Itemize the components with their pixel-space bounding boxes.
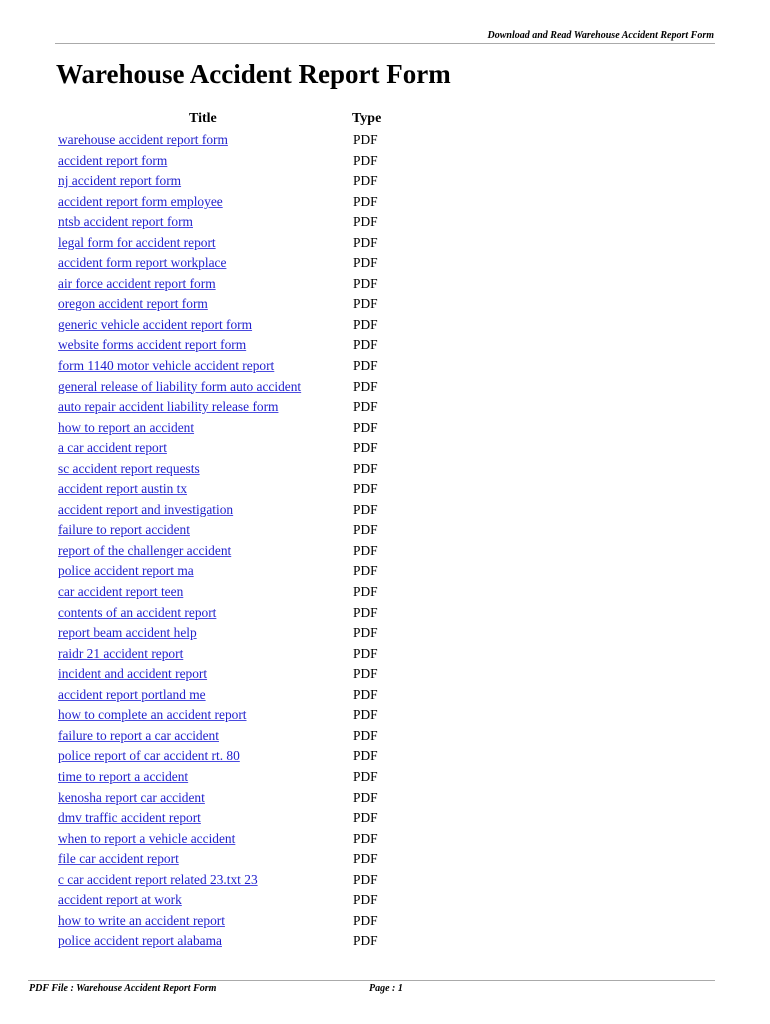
file-type: PDF bbox=[353, 460, 378, 476]
table-row bbox=[0, 500, 770, 521]
table-row bbox=[0, 870, 770, 891]
document-link[interactable]: accident report portland me bbox=[58, 686, 206, 702]
file-type: PDF bbox=[353, 255, 378, 271]
table-row bbox=[0, 788, 770, 809]
document-link[interactable]: report of the challenger accident bbox=[58, 542, 232, 558]
table-row bbox=[0, 233, 770, 254]
table-row bbox=[0, 911, 770, 932]
file-type: PDF bbox=[353, 275, 378, 291]
document-link[interactable]: how to complete an accident report bbox=[58, 707, 247, 723]
file-type: PDF bbox=[353, 851, 378, 867]
table-row bbox=[0, 726, 770, 747]
table-row bbox=[0, 418, 770, 439]
table-row bbox=[0, 746, 770, 767]
table-row bbox=[0, 192, 770, 213]
file-type: PDF bbox=[353, 686, 378, 702]
document-link[interactable]: time to report a accident bbox=[58, 768, 189, 784]
file-type: PDF bbox=[353, 666, 378, 682]
table-row bbox=[0, 397, 770, 418]
file-type: PDF bbox=[353, 440, 378, 456]
document-link[interactable]: file car accident report bbox=[58, 851, 179, 867]
file-type: PDF bbox=[353, 234, 378, 250]
document-link[interactable]: legal form for accident report bbox=[58, 234, 216, 250]
document-link[interactable]: dmv traffic accident report bbox=[58, 810, 201, 826]
document-link[interactable]: accident report at work bbox=[58, 892, 182, 908]
footer-file-label: PDF File : Warehouse Accident Report Form bbox=[29, 983, 217, 994]
file-type: PDF bbox=[353, 399, 378, 415]
file-type: PDF bbox=[353, 481, 378, 497]
table-row bbox=[0, 377, 770, 398]
file-type: PDF bbox=[353, 132, 378, 147]
file-type: PDF bbox=[353, 337, 378, 353]
file-type: PDF bbox=[353, 789, 378, 805]
file-type: PDF bbox=[353, 358, 378, 374]
results-table bbox=[0, 130, 770, 952]
file-type: PDF bbox=[353, 912, 378, 928]
document-link[interactable]: c car accident report related 23.txt 23 bbox=[58, 871, 258, 887]
table-row bbox=[0, 212, 770, 233]
table-row bbox=[0, 767, 770, 788]
document-link[interactable]: a car accident report bbox=[58, 440, 167, 456]
table-row bbox=[0, 623, 770, 644]
file-type: PDF bbox=[353, 501, 378, 517]
file-type: PDF bbox=[353, 892, 378, 908]
file-type: PDF bbox=[353, 378, 378, 394]
file-type: PDF bbox=[353, 871, 378, 887]
file-type: PDF bbox=[353, 173, 378, 189]
file-type: PDF bbox=[353, 645, 378, 661]
table-row bbox=[0, 130, 770, 151]
document-link[interactable]: auto repair accident liability release form bbox=[58, 399, 279, 415]
footer-page-number: Page : 1 bbox=[369, 983, 403, 994]
table-row bbox=[0, 808, 770, 829]
document-link[interactable]: sc accident report requests bbox=[58, 460, 200, 476]
file-type: PDF bbox=[353, 625, 378, 641]
file-type: PDF bbox=[353, 707, 378, 723]
table-row bbox=[0, 253, 770, 274]
document-link[interactable]: incident and accident report bbox=[58, 666, 208, 682]
document-link[interactable]: car accident report teen bbox=[58, 584, 184, 600]
table-row bbox=[0, 829, 770, 850]
document-link[interactable]: accident report form bbox=[58, 152, 168, 168]
table-row bbox=[0, 582, 770, 603]
file-type: PDF bbox=[353, 748, 378, 764]
table-row bbox=[0, 151, 770, 172]
file-type: PDF bbox=[353, 522, 378, 538]
document-link[interactable]: police accident report ma bbox=[58, 563, 194, 579]
file-type: PDF bbox=[353, 214, 378, 230]
file-type: PDF bbox=[353, 419, 378, 435]
table-row bbox=[0, 705, 770, 726]
document-link[interactable]: general release of liability form auto accident bbox=[58, 378, 302, 394]
file-type: PDF bbox=[353, 316, 378, 332]
table-row bbox=[0, 849, 770, 870]
document-link[interactable]: when to report a vehicle accident bbox=[58, 830, 236, 846]
table-row bbox=[0, 520, 770, 541]
table-row bbox=[0, 685, 770, 706]
table-row bbox=[0, 890, 770, 911]
document-link[interactable]: accident form report workplace bbox=[58, 255, 227, 271]
document-link[interactable]: how to write an accident report bbox=[58, 912, 225, 928]
header-divider bbox=[55, 43, 715, 44]
document-link[interactable]: air force accident report form bbox=[58, 275, 216, 291]
table-row bbox=[0, 561, 770, 582]
document-link[interactable]: accident report form employee bbox=[58, 193, 223, 209]
file-type: PDF bbox=[353, 296, 378, 312]
table-row bbox=[0, 356, 770, 377]
document-link[interactable]: oregon accident report form bbox=[58, 296, 208, 312]
column-header-type: Type bbox=[352, 111, 382, 126]
document-link[interactable]: nj accident report form bbox=[58, 173, 182, 189]
document-link[interactable]: raidr 21 accident report bbox=[58, 645, 184, 661]
running-header: Download and Read Warehouse Accident Report Form bbox=[487, 30, 714, 41]
file-type: PDF bbox=[353, 604, 378, 620]
document-link[interactable]: form 1140 motor vehicle accident report bbox=[58, 358, 275, 374]
footer-divider bbox=[28, 980, 715, 981]
document-link[interactable]: website forms accident report form bbox=[58, 337, 247, 353]
document-link[interactable]: how to report an accident bbox=[58, 419, 195, 435]
table-row bbox=[0, 274, 770, 295]
table-row bbox=[0, 664, 770, 685]
document-title: Warehouse Accident Report Form bbox=[56, 59, 451, 89]
table-row bbox=[0, 931, 770, 952]
table-row bbox=[0, 335, 770, 356]
document-link[interactable]: police accident report alabama bbox=[58, 933, 222, 949]
file-type: PDF bbox=[353, 768, 378, 784]
file-type: PDF bbox=[353, 152, 378, 168]
document-link[interactable]: police report of car accident rt. 80 bbox=[58, 748, 240, 764]
document-link[interactable]: report beam accident help bbox=[58, 625, 197, 641]
column-header-title: Title bbox=[189, 111, 217, 126]
table-row bbox=[0, 644, 770, 665]
table-row bbox=[0, 459, 770, 480]
file-type: PDF bbox=[353, 933, 378, 949]
table-row bbox=[0, 171, 770, 192]
document-link[interactable]: warehouse accident report form bbox=[58, 132, 228, 147]
file-type: PDF bbox=[353, 584, 378, 600]
file-type: PDF bbox=[353, 193, 378, 209]
table-row bbox=[0, 541, 770, 562]
document-link[interactable]: accident report austin tx bbox=[58, 481, 188, 497]
file-type: PDF bbox=[353, 542, 378, 558]
file-type: PDF bbox=[353, 810, 378, 826]
file-type: PDF bbox=[353, 830, 378, 846]
table-row bbox=[0, 294, 770, 315]
document-link[interactable]: accident report and investigation bbox=[58, 501, 234, 517]
document-link[interactable]: failure to report accident bbox=[58, 522, 190, 538]
document-link[interactable]: kenosha report car accident bbox=[58, 789, 205, 805]
table-row bbox=[0, 438, 770, 459]
document-link[interactable]: failure to report a car accident bbox=[58, 727, 219, 743]
document-link[interactable]: generic vehicle accident report form bbox=[58, 316, 253, 332]
file-type: PDF bbox=[353, 727, 378, 743]
file-type: PDF bbox=[353, 563, 378, 579]
table-row bbox=[0, 479, 770, 500]
document-link[interactable]: contents of an accident report bbox=[58, 604, 217, 620]
table-row bbox=[0, 603, 770, 624]
table-row bbox=[0, 315, 770, 336]
document-link[interactable]: ntsb accident report form bbox=[58, 214, 193, 230]
